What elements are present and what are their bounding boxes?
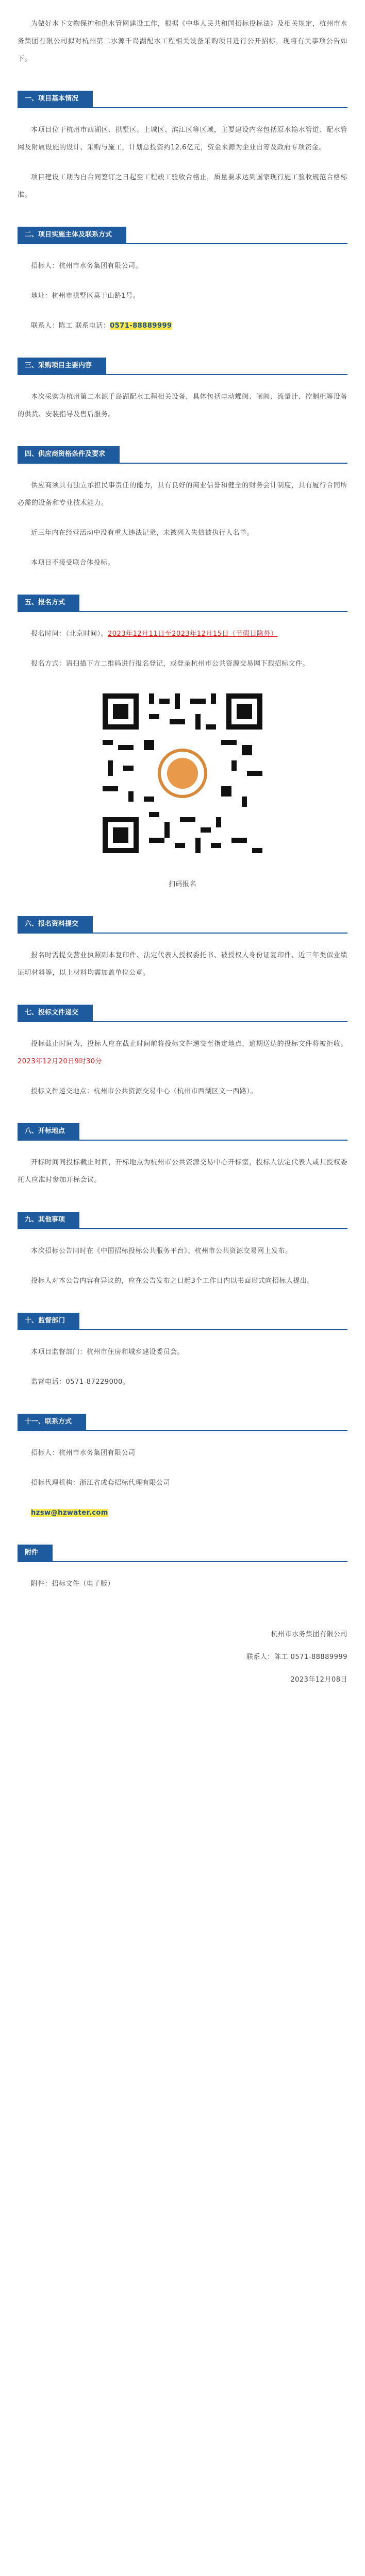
section-title: 三、采购项目主要内容 — [18, 358, 106, 374]
paragraph: 投标截止时间为，投标人应在截止时间前将投标文件递交至指定地点，逾期送达的投标文件将被拒收。2023年12月20日9时30分 — [18, 1040, 347, 1065]
paragraph: 地址：杭州市拱墅区莫干山路1号。 — [31, 292, 140, 300]
deadline: 2023年12月20日9时30分 — [18, 1058, 102, 1065]
signature-company: 杭州市水务集团有限公司 — [271, 1631, 347, 1638]
section-header — [18, 1414, 347, 1431]
highlight-phone: 0571-88889999 — [110, 322, 172, 330]
paragraph: 报名时间：（北京时间）。2023年12月11日至2023年12月15日（节假日除外） — [31, 630, 278, 638]
paragraph: 监督电话：0571-87229000。 — [31, 1378, 130, 1386]
section-header — [18, 358, 347, 375]
section-title: 十一、联系方式 — [18, 1414, 86, 1430]
paragraph: 报名方式：请扫描下方二维码进行报名登记，或登录杭州市公共资源交易网下载招标文件。 — [31, 660, 310, 668]
section-title: 六、报名资料提交 — [18, 916, 93, 933]
paragraph: 投标人对本公告内容有异议的，应在公告发布之日起3个工作日内以书面形式向招标人提出。 — [31, 1277, 314, 1285]
qr-container — [18, 688, 347, 860]
qr-caption: 扫码报名 — [168, 880, 196, 888]
section-title: 一、项目基本情况 — [18, 91, 93, 107]
paragraph: 投标文件递交地点：杭州市公共资源交易中心（杭州市西湖区文一西路）。 — [31, 1088, 258, 1095]
divider — [18, 1561, 347, 1562]
paragraph — [18, 1504, 347, 1522]
section-title: 九、其他事项 — [18, 1212, 79, 1228]
intro-paragraph: 为做好水下文物保护和供水管网建设工作，根据《中华人民共和国招标投标法》及相关规定，杭州市水务集团有限公司拟对杭州第二水源千岛湖配水工程相关设备采购项目进行公开招标，现将有关事项公告如下。 — [18, 20, 347, 63]
paragraph: 开标时间同投标截止时间，开标地点为杭州市公共资源交易中心开标室，投标人法定代表人或其授权委托人应准时参加开标会议。 — [18, 1159, 347, 1184]
section-title: 二、项目实施主体及联系方式 — [18, 227, 126, 243]
highlight-email[interactable]: hzsw@hzwater.com — [31, 1509, 108, 1517]
section-title: 十、监督部门 — [18, 1313, 79, 1329]
qr-code-icon[interactable] — [97, 688, 268, 858]
paragraph: 报名时需提交营业执照副本复印件、法定代表人授权委托书、被授权人身份证复印件、近三年类似业绩证明材料等，以上材料均需加盖单位公章。 — [18, 952, 347, 977]
section-header — [18, 1545, 347, 1562]
section-header — [18, 1212, 347, 1229]
section-header — [18, 916, 347, 934]
article — [18, 0, 347, 1689]
divider — [18, 1228, 347, 1229]
paragraph: 本项目监督部门：杭州市住房和城乡建设委员会。 — [31, 1348, 185, 1356]
section-header — [18, 595, 347, 612]
divider — [18, 374, 347, 375]
section-title: 四、供应商资格条件及要求 — [18, 446, 120, 463]
paragraph: 招标人：杭州市水务集团有限公司。 — [31, 262, 143, 270]
signup-period: 2023年12月11日至2023年12月15日（节假日除外） — [108, 630, 278, 638]
paragraph: 本项目位于杭州市西湖区、拱墅区、上城区、滨江区等区域，主要建设内容包括原水输水管道、配水管网及附属设施的设计、采购与施工，计划总投资约12.6亿元，资金来源为企业自筹及政府专项资金。 — [18, 126, 347, 151]
spacer — [18, 1605, 347, 1626]
section-header — [18, 227, 347, 244]
paragraph: 项目建设工期为自合同签订之日起至工程竣工验收合格止，质量要求达到国家现行施工验收规范合格标准。 — [18, 174, 347, 199]
paragraph: 附件：招标文件（电子版） — [31, 1580, 115, 1588]
paragraph: 本次采购为杭州第二水源千岛湖配水工程相关设备，具体包括电动蝶阀、闸阀、流量计、控制柜等设备的供货、安装指导及售后服务。 — [18, 393, 347, 418]
section-header — [18, 91, 347, 108]
section-title: 八、开标地点 — [18, 1123, 79, 1140]
paragraph: 联系人：陈工 联系电话：0571-88889999 — [31, 322, 172, 330]
section-header — [18, 1005, 347, 1022]
divider — [18, 1021, 347, 1022]
section-title: 七、投标文件递交 — [18, 1005, 93, 1021]
divider — [18, 1140, 347, 1141]
divider — [18, 107, 347, 108]
divider — [18, 933, 347, 934]
section-header — [18, 1313, 347, 1330]
paragraph: 近三年内在经营活动中没有重大违法记录，未被列入失信被执行人名单。 — [31, 529, 254, 537]
section-header — [18, 1123, 347, 1141]
divider — [18, 1430, 347, 1431]
section-header — [18, 446, 347, 464]
divider — [18, 611, 347, 612]
section-title: 五、报名方式 — [18, 595, 79, 611]
section-title: 附件 — [18, 1545, 53, 1561]
signature-date: 2023年12月08日 — [290, 1676, 347, 1684]
divider — [18, 1329, 347, 1330]
paragraph: 供应商须具有独立承担民事责任的能力，具有良好的商业信誉和健全的财务会计制度，具有履行合同所必需的设备和专业技术能力。 — [18, 482, 347, 507]
paragraph: 本次招标公告同时在《中国招标投标公共服务平台》、杭州市公共资源交易网上发布。 — [31, 1247, 292, 1255]
paragraph: 招标代理机构：浙江省成套招标代理有限公司 — [31, 1479, 171, 1487]
paragraph: 招标人：杭州市水务集团有限公司 — [31, 1449, 136, 1457]
divider — [18, 243, 347, 244]
divider — [18, 463, 347, 464]
signature-contact: 联系人：陈工 0571-88889999 — [246, 1653, 347, 1661]
paragraph: 本项目不接受联合体投标。 — [31, 559, 115, 567]
